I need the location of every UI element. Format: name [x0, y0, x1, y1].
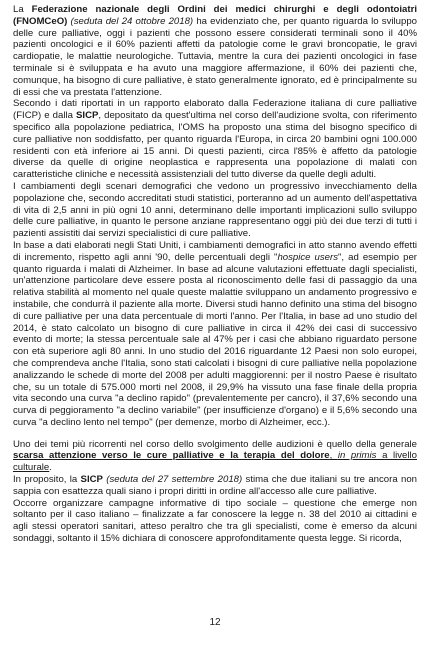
- text-run: Occorre organizzare campagne informative di tipo sociale – questione che emerge non soltanto per il caso italiano – finalizzate a far conoscere la legge n. 38 del 2010 ai cittadini e agli stessi operatori sanitari, atteso peraltro che tra gli specialisti, come è emerso da alcuni sondaggi, soltanto il 15% dichiara di conoscere approfonditamente questa legge. Si ricorda,: [13, 497, 417, 545]
- text-run: In base a dati elaborati negli Stati Uniti, i cambiamenti demografici in atto stanno avendo effetti di incremento, rispetto agli anni '90, delle percentuali degli ": [13, 239, 417, 263]
- bold-text: SICP: [76, 110, 99, 122]
- page-number: 12: [209, 617, 221, 628]
- text-run: La: [13, 4, 32, 15]
- paragraph-demografia: [13, 181, 417, 240]
- bold-underlined-text: scarsa attenzione verso le cure palliative e la terapia del dolore: [13, 450, 330, 462]
- underlined-text: a livello culturale: [13, 450, 417, 474]
- text-run: ", ad esempio per quanto riguarda i malati di Alzheimer. In base ad alcune valutazioni effettuate dagli specialisti, un'attenzione particolare deve essere posta al riconoscimento delle fasi di passaggio da una relativa stabilità al momento nel quale queste malattie sviluppano un andamento progressivo e instabile, che condurrà il paziente alla morte. Diversi studi hanno definito una stima del bisogno di cure palliative per una data percentuale di morti l'anno. Per l'Italia, in base ad uno studio del 2014, è stato calcolato un bisogno di cure palliative in circa il 42% dei casi di successivo evento di morte; la stessa percentuale sale al 47% per i casi che abbiano riguardato persone con età superiore agli 80 anni. In uno studio del 2016 riguardante 12 Paesi non solo europei, che comprendeva anche l'Italia, sono stati calcolati i bisogni di cure palliative nella popolazione analizzando le schede di morte del 2008 per adulti maggiorenni: per il nostro Paese è risultato che, su un totale di 575.000 morti nel 2008, il 29,9% ha vissuto una fase finale della propria vita secondo una curva "a declino rapido" (prevalentemente per cancro), il 37,6% secondo una curva di peggioramento "a declino variabile" (per insufficienze d'organo) e il 5,6% secondo una curva "a declino lento nel tempo" (per demenze, morbo di Alzheimer, ecc.).: [13, 251, 417, 428]
- text-run: .: [49, 462, 52, 474]
- paragraph-spacer: [13, 429, 417, 439]
- underlined-text: ,: [329, 450, 338, 462]
- bold-text: SICP: [80, 474, 103, 486]
- document-page: [13, 4, 417, 545]
- italic-underlined-text: in primis: [337, 450, 377, 462]
- paragraph-ficp-sicp: [13, 98, 417, 181]
- italic-text: (seduta del 24 ottobre 2018): [67, 15, 194, 27]
- text-run: In proposito, la: [13, 474, 81, 486]
- text-run: Uno dei temi più ricorrenti nel corso dello svolgimento delle audizioni è quello della generale: [13, 438, 417, 450]
- italic-text: hospice users: [277, 251, 339, 263]
- paragraph-scarsa-attenzione: [13, 439, 417, 474]
- text-run: ha evidenziato che, per quanto riguarda lo sviluppo delle cure palliative, oggi i pazienti che possono essere considerati terminali sono il 40% pazienti oncologici e il 60% pazienti affetti da patologie come le gravi broncopatie, le gravi cardiopatie, le malattie neurologiche. Tuttavia, mentre la cura dei pazienti oncologici in fase terminale si è sviluppata e ha avuto una maggiore affermazione, il 60% dei pazienti che, comunque, ha bisogno di cure palliative, è stato generalmente ignorato, ed è principalmente su di essi che va prestata l'attenzione.: [13, 15, 417, 98]
- text-run: stima che due italiani su tre ancora non sappia con esattezza quali siano i propri diritti in ordine all'accesso alle cure palliative.: [13, 474, 417, 497]
- paragraph-campagne: [13, 498, 417, 545]
- text-run: I cambiamenti degli scenari demografici che vedono un progressivo invecchiamento della popolazione che, secondo accreditati studi statistici, porteranno ad un aumento dell'aspettativa di vita di 2,5 anni in più ogni 10 anni, determinano delle importanti implicazioni sullo sviluppo delle cure palliative, in quanto le persone anziane rappresentano oggi più dei due terzi di tutti i pazienti assistiti dai servizi specialistici di cure palliative.: [13, 180, 417, 240]
- text-run: Secondo i dati riportati in un rapporto elaborato dalla Federazione italiana di cure palliative (FICP) e dalla: [13, 98, 417, 122]
- paragraph-stati-uniti: [13, 240, 417, 429]
- text-run: , depositato da quest'ultima nel corso dell'audizione svolta, con riferimento specifico alla popolazione pediatrica, l'OMS ha proposto una stima del bisogno specifico di cure palliative non soddisfatto, per quanto riguarda l'Europa, in circa 20 bambini ogni 100.000 residenti con età inferiore ai 15 anni. Di questi pazienti, circa l'85% è affetto da patologie diverse da quelle di origine neoplastica e rappresenta una popolazione di malati con caratteristiche cliniche e necessità assistenziali del tutto diverse da quelle degli adulti.: [13, 110, 417, 181]
- paragraph-fnomceo: [13, 4, 417, 98]
- paragraph-sicp-stima: [13, 474, 417, 498]
- italic-text: (seduta del 27 settembre 2018): [102, 474, 243, 486]
- bold-text: Federazione nazionale degli Ordini dei medici chirurghi e degli odontoiatri (FNOMCeO): [13, 4, 417, 27]
